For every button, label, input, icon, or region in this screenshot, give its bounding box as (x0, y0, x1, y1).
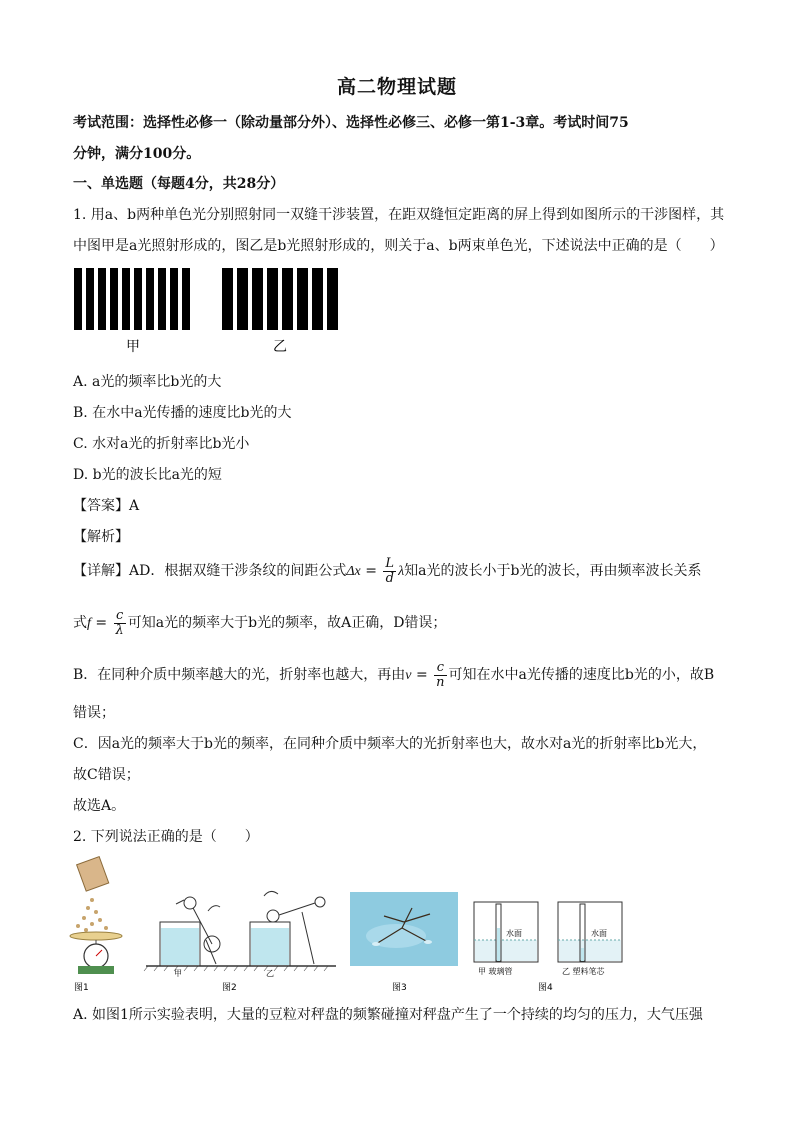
q1-detail-ad-line1 (73, 552, 701, 591)
detail-ad-text3: 式 (73, 615, 87, 631)
formula-speed: v = $\frac{c}{n}$ (405, 659, 445, 690)
fringe-pattern-yi (222, 268, 338, 330)
q1-analysis-tag: 【解析】 (73, 529, 129, 545)
detail-ad-text1: AD．根据双缝干涉条纹的间距公式 (129, 563, 347, 579)
fig3-water-strider-photo (350, 892, 458, 966)
detail-b-text2: 可知在水中a光传播的速度比b光的小，故B (448, 667, 715, 683)
q2-stem: 2. 下列说法正确的是（ ） (73, 829, 259, 845)
formula-frequency: f = $\frac{c}{\lambda}$ (87, 607, 124, 638)
fig3-caption: 图3 (392, 983, 407, 993)
fig4-water-label-2: 水面 (591, 929, 607, 938)
q1-option-a: A. a光的频率比b光的大 (73, 374, 222, 390)
interference-figure (70, 265, 360, 360)
fringe-pattern-jia (74, 268, 190, 330)
q1-detail-b-line1 (73, 656, 714, 695)
detail-b-text1: B．在同种介质中频率越大的光，折射率也越大，再由 (73, 667, 406, 683)
q2-figures (66, 856, 726, 996)
q1-option-b: B. 在水中a光传播的速度比b光的大 (73, 405, 292, 421)
detail-tag: 【详解】 (73, 563, 129, 579)
q1-detail-ad-line2 (73, 604, 446, 643)
q1-conclusion: 故选A。 (73, 798, 126, 814)
fig2-label-jia: 甲 (174, 969, 182, 978)
exam-time: 分钟，满分100分。 (73, 146, 201, 162)
fig-label-yi: 乙 (273, 339, 287, 355)
q1-answer (73, 495, 139, 515)
answer-tag: 【答案】 (73, 498, 129, 514)
fig2-caption: 图2 (222, 983, 237, 993)
detail-ad-text4: 可知a光的频率大于b光的频率，故A正确，D错误； (127, 615, 447, 631)
formula-fringe-spacing: Δx = $\frac{L}{d}$ λ (346, 555, 405, 586)
fig-label-jia: 甲 (126, 339, 140, 355)
q1-option-c: C. 水对a光的折射率比b光小 (73, 436, 250, 452)
q1-detail-c-line2: 故C错误； (73, 767, 140, 783)
fig2-drinking-birds (144, 891, 336, 971)
fig2-label-yi: 乙 (266, 969, 274, 978)
fig4-caption: 图4 (538, 983, 553, 993)
fig4-tube-label-2: 乙 塑料笔芯 (562, 967, 605, 976)
exam-scope: 考试范围：选择性必修一（除动量部分外）、选择性必修三、必修一第1-3章。考试时间75 (73, 115, 629, 131)
q2-option-a: A. 如图1所示实验表明，大量的豆粒对秤盘的频繁碰撞对秤盘产生了一个持续的均匀的压力，大气压强 (73, 1007, 703, 1023)
q1-stem-line1: 1. 用a、b两种单色光分别照射同一双缝干涉装置，在距双缝恒定距离的屏上得到如图所示的干涉图样，其 (73, 207, 725, 223)
section-heading-single-choice: 一、单选题（每题4分，共28分） (73, 176, 285, 192)
fig4-water-label-1: 水面 (506, 929, 522, 938)
q1-detail-c-line1: C．因a光的频率大于b光的频率，在同种介质中频率大的光折射率也大，故水对a光的折射率比b光大， (73, 736, 707, 752)
answer-value: A (129, 498, 140, 514)
fig4-tube-label-1: 甲 玻璃管 (478, 967, 513, 976)
fig1-bean-scale (70, 857, 122, 974)
q1-stem-line2: 中图甲是a光照射形成的，图乙是b光照射形成的，则关于a、b两束单色光，下述说法中正确的是（ ） (73, 238, 724, 254)
q1-detail-b-line2: 错误； (73, 705, 115, 721)
detail-ad-text2: 知a光的波长小于b光的波长，再由频率波长关系 (404, 563, 702, 579)
fig1-caption: 图1 (74, 983, 89, 993)
q1-option-d: D. b光的波长比a光的短 (73, 467, 222, 483)
page-title: 高二物理试题 (336, 76, 457, 98)
